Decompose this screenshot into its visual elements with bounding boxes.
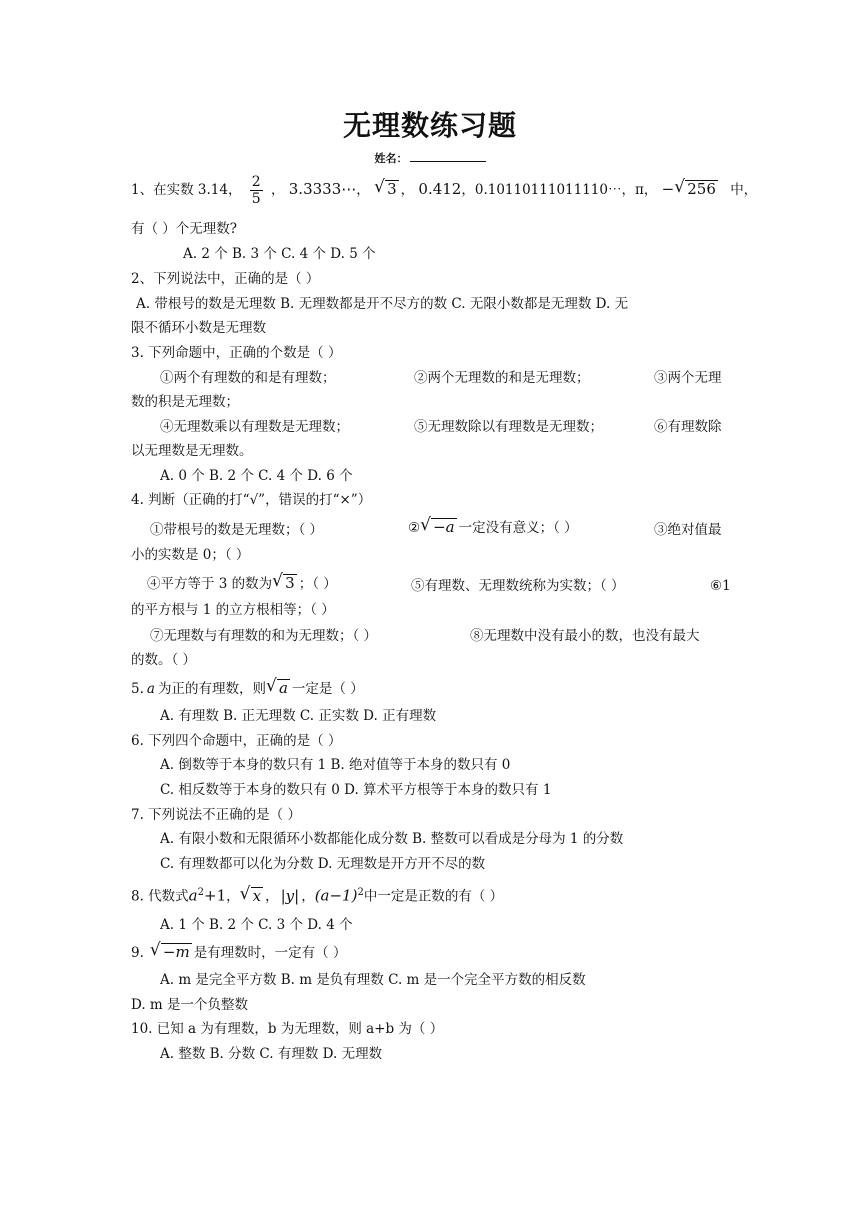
q2-options-line1: A. 带根号的数是无理数 B. 无理数都是开不尽方的数 C. 无限小数都是无理数 D. 无 [136,296,629,312]
q10-stem: 10. 已知 a 为有理数，b 为无理数，则 a+b 为（ ） [131,1021,444,1037]
q4-sqrt-neg-a: √ −a [422,518,457,536]
q4-item-7: ⑦无理数与有理数的和为无理数；（ ） [150,628,378,644]
q1-line2: 有（ ）个无理数? [131,221,238,237]
q4-item-6-cont: 的平方根与 1 的立方根相等；（ ） [131,602,335,618]
q7-options-line1: A. 有限小数和无限循环小数都能化成分数 B. 整数可以看成是分母为 1 的分数 [160,831,624,847]
q6-options-line1: A. 倒数等于本身的数只有 1 B. 绝对值等于本身的数只有 0 [160,757,511,773]
q9-stem: 9.√ −m 是有理数时，一定有（ ） [131,943,346,962]
q3-proposition-1: ①两个有理数的和是有理数； [160,370,336,386]
q9-sqrt-neg-m: √ −m [152,943,192,961]
q3-proposition-6: ⑥有理数除 [654,419,722,435]
q4-item-3-cont: 小的实数是 0；（ ） [131,547,250,563]
q4-item-2: ②√ −a 一定没有意义；（ ） [408,518,578,537]
q2-options-line2: 限不循环小数是无理数 [131,320,266,336]
name-field [0,150,860,166]
q3-proposition-5: ⑤无理数除以有理数是无理数； [414,419,603,435]
q4-stem: 4. 判断（正确的打“√”，错误的打“×”） [131,492,372,508]
q8-stem: 8. 代数式$a^2+1$，√ x ， |y| ，$(a-1)^2$中一定是正数的有（ ） [131,884,503,906]
q3-proposition-4: ④无理数乘以有理数是无理数； [160,419,349,435]
q10-options: A. 整数 B. 分数 C. 有理数 D. 无理数 [160,1046,383,1062]
name-label: 姓名： [374,152,408,165]
q8-options: A. 1 个 B. 2 个 C. 3 个 D. 4 个 [160,917,353,933]
q5-sqrt-a: √ a [268,679,290,697]
q1-sqrt-3: √ 3 [376,180,399,198]
q4-sqrt-3: √ 3 [274,574,297,592]
q7-stem: 7. 下列说法不正确的是（ ） [131,807,301,823]
q1-line1: 1、在实数 3.14， $\frac{2}{5}$ ， 3.3333⋯， √ 3 ， 0.412，0.10110111011110⋯，π， −√ 256 中， [131,174,757,207]
q1-options: A. 2 个 B. 3 个 C. 4 个 D. 5 个 [183,246,376,262]
q4-item-5: ⑤有理数、无理数统称为实数；（ ） [411,578,625,594]
q1-text-a: 1、在实数 3.14， [131,182,242,198]
q8-expr-square: (a−1) [314,886,358,905]
q2-stem: 2、下列说法中，正确的是（ ） [131,271,320,287]
q7-options-line2: C. 有理数都可以化为分数 D. 无理数是开方开不尽的数 [160,856,486,872]
q4-item-4: ④平方等于 3 的数为√ 3 ；（ ） [147,574,337,593]
q3-proposition-3-cont: 数的积是无理数； [131,394,239,410]
q3-stem: 3. 下列命题中，正确的个数是（ ） [131,345,342,361]
q4-item-1: ①带根号的数是无理数；（ ） [150,522,324,538]
q5-options: A. 有理数 B. 正无理数 C. 正实数 D. 正有理数 [160,708,437,724]
q1-repeating-decimal: 3.3333⋯ [288,180,357,198]
q1-decimal: 0.412 [418,180,462,198]
q6-options-line2: C. 相反数等于本身的数只有 0 D. 算术平方根等于本身的数只有 1 [160,782,552,798]
q3-options: A. 0 个 B. 2 个 C. 4 个 D. 6 个 [160,468,353,484]
q4-item-8: ⑧无理数中没有最小的数，也没有最大 [470,628,700,644]
q8-abs-y: |y| [280,886,300,905]
q8-expr-a-squared: a [188,886,198,905]
q6-stem: 6. 下列四个命题中，正确的是（ ） [131,733,342,749]
q4-item-6: ⑥1 [710,578,731,594]
q3-proposition-3: ③两个无理 [654,370,722,386]
q9-options-line2: D. m 是一个负整数 [131,997,249,1013]
q5-stem: 5. a 为正的有理数，则√ a 一定是（ ） [131,679,364,698]
q3-proposition-6-cont: 以无理数是无理数。 [131,443,253,459]
q1-sqrt-256: √ 256 [676,180,718,198]
q4-item-3: ③绝对值最 [654,522,722,538]
q1-fraction: $\frac{2}{5}$ [251,174,261,207]
q9-options-line1: A. m 是完全平方数 B. m 是负有理数 C. m 是一个完全平方数的相反数 [160,972,586,988]
q4-item-8-cont: 的数。（ ） [131,652,197,668]
q3-proposition-2: ②两个无理数的和是无理数； [414,370,590,386]
page-title: 无理数练习题 [342,109,517,142]
q8-sqrt-x: √ x [242,887,263,905]
name-blank [410,151,486,162]
